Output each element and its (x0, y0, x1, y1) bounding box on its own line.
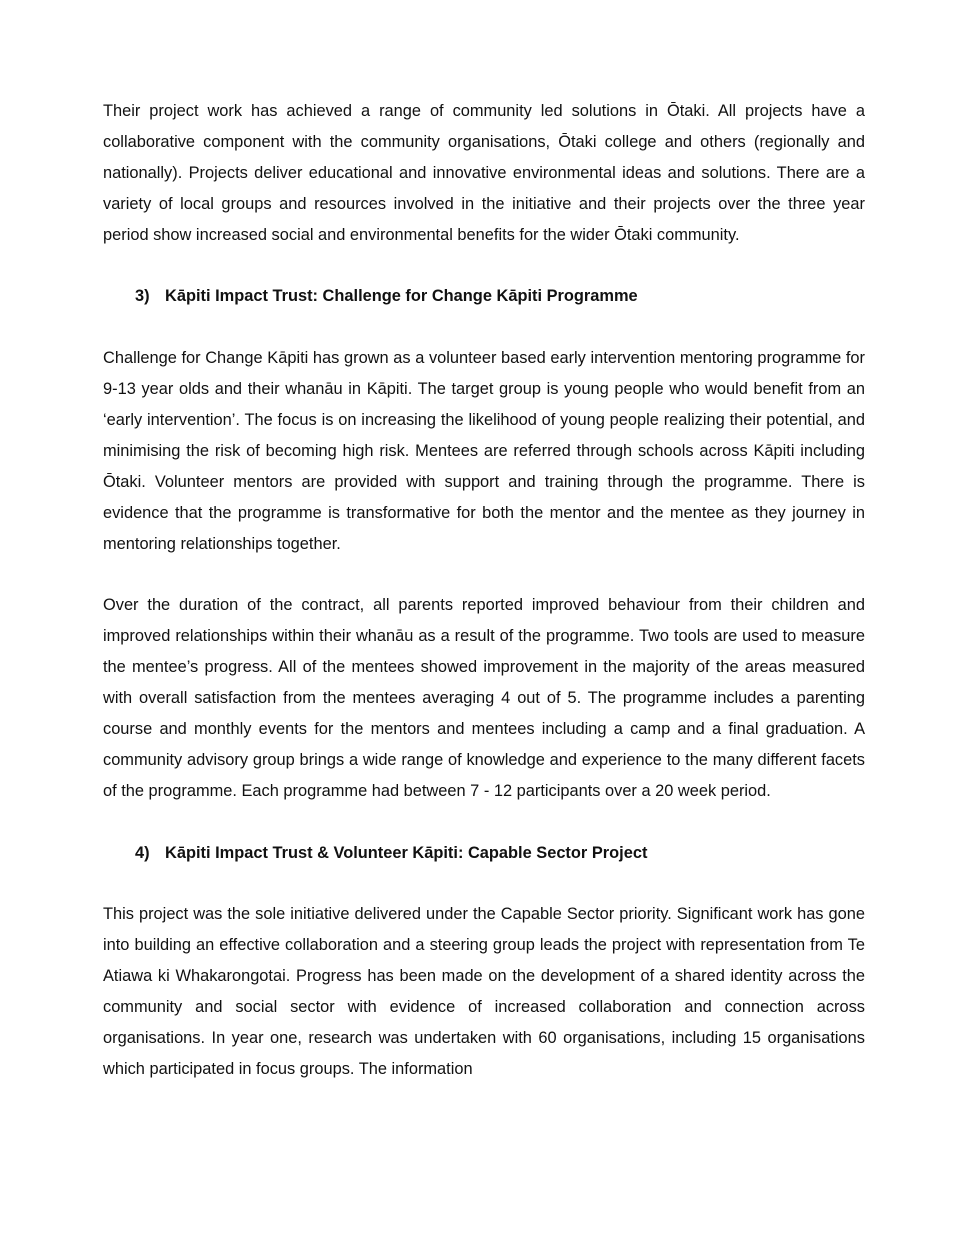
paragraph-challenge-for-change: Challenge for Change Kāpiti has grown as a volunteer based early intervention mentoring programme for 9-13 year olds and their whanāu in Kāpiti. The target group is young people who would benefit from an ‘early intervention’. The focus is on increasing the likelihood of young people realizing their potential, and minimising the risk of becoming high risk. Mentees are referred through schools across Kāpiti including Ōtaki. Volunteer mentors are provided with support and training through the programme. There is evidence that the programme is transformative for both the mentor and the mentee as they journey in mentoring relationships together. (103, 349, 865, 553)
section-heading-3 (103, 281, 865, 312)
paragraph-capable-sector: This project was the sole initiative delivered under the Capable Sector priority. Significant work has gone into building an effective collaboration and a steering group leads the project with representation from Te Atiawa ki Whakarongotai. Progress has been made on the development of a shared identity across the community and social sector with evidence of increased collaboration and connection across organisations. In year one, research was undertaken with 60 organisations, including 15 organisations which participated in focus groups. The information (103, 905, 865, 1079)
paragraph-contract-outcomes: Over the duration of the contract, all parents reported improved behaviour from their children and improved relationships within their whanāu as a result of the programme. Two tools are used to measure the mentee’s progress. All of the mentees showed improvement in the majority of the areas measured with overall satisfaction from the mentees averaging 4 out of 5. The programme includes a parenting course and monthly events for the mentors and mentees including a camp and a final graduation. A community advisory group brings a wide range of knowledge and experience to the many different facets of the programme. Each programme had between 7 - 12 participants over a 20 week period. (103, 596, 865, 800)
section-number: 3) (135, 287, 150, 306)
section-number: 4) (135, 843, 150, 862)
document-page (103, 96, 865, 1085)
section-title: Kāpiti Impact Trust: Challenge for Change Kāpiti Programme (165, 287, 638, 306)
section-title: Kāpiti Impact Trust & Volunteer Kāpiti: Capable Sector Project (165, 843, 648, 862)
paragraph-otaki-projects: Their project work has achieved a range of community led solutions in Ōtaki. All projects have a collaborative component with the community organisations, Ōtaki college and others (regionally and nationally). Projects deliver educational and innovative environmental ideas and solutions. There are a variety of local groups and resources involved in the initiative and their projects over the three year period show increased social and environmental benefits for the wider Ōtaki community. (103, 102, 865, 244)
section-heading-4 (103, 838, 865, 869)
